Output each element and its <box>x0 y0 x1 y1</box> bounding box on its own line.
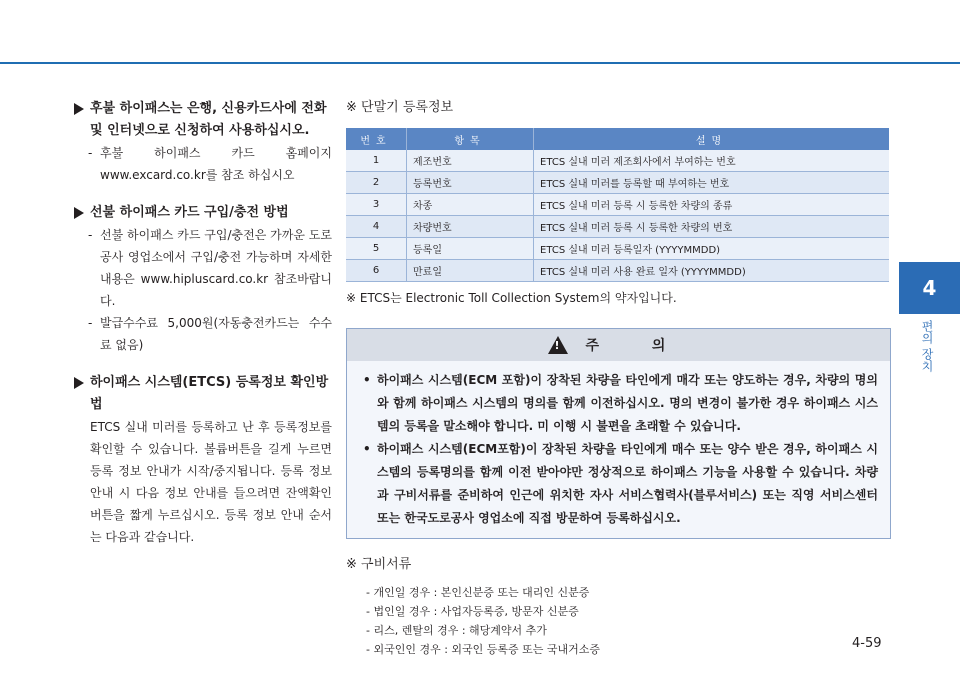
chapter-label: 편의 장치 <box>920 320 934 372</box>
cell-item: 등록일 <box>407 238 534 260</box>
cell-description: ETCS 실내 미러 사용 완료 일자 (YYYYMMDD) <box>534 260 890 282</box>
column-header-number: 번호 <box>346 128 407 150</box>
cell-item: 차량번호 <box>407 216 534 238</box>
triangle-bullet-icon <box>74 207 84 219</box>
list-item-text: 발급수수료 5,000원(자동충전카드는 수수료 없음) <box>100 316 332 352</box>
cell-item: 제조번호 <box>407 150 534 172</box>
terminal-info-heading: ※ 단말기 등록정보 <box>346 100 454 115</box>
dash-marker: - <box>88 316 93 330</box>
caution-item-text: 하이패스 시스템(ECM포함)이 장착된 차량을 타인에게 매수 또는 양수 받은 경우, 하이패스 시스템의 등록명의를 함께 이전 받아야만 정상적으로 하이패스 기능을 사용할 수 있습니다. 차량과 구비서류를 준비하여 인근에 위치한 자사 서비스협력사(블루서비스) 또는 직영 서비스센터 또는 한국도로공사 영업소에 직접 방문하여 등록하십시오. <box>377 442 878 525</box>
cell-description: ETCS 실내 미러를 등록할 때 부여하는 번호 <box>534 172 890 194</box>
cell-number: 2 <box>346 172 407 194</box>
list-item <box>88 224 332 312</box>
column-header-item: 항목 <box>407 128 534 150</box>
dash-marker: - <box>88 146 93 160</box>
cell-number: 1 <box>346 150 407 172</box>
list-item: - 개인일 경우 : 본인신분증 또는 대리인 신분증 <box>366 586 590 599</box>
list-item: - 법인일 경우 : 사업자등록증, 방문자 신분증 <box>366 605 579 618</box>
cell-description: ETCS 실내 미러 등록 시 등록한 차량의 종류 <box>534 194 890 216</box>
caution-title: 주 의 <box>585 338 690 354</box>
table-row <box>346 216 889 238</box>
table-row <box>346 194 889 216</box>
column-header-description: 설명 <box>534 128 890 150</box>
table-row <box>346 172 889 194</box>
cell-description: ETCS 실내 미러 등록일자 (YYYYMMDD) <box>534 238 890 260</box>
cell-number: 3 <box>346 194 407 216</box>
cell-description: ETCS 실내 미러 등록 시 등록한 차량의 번호 <box>534 216 890 238</box>
list-item <box>88 312 332 356</box>
cell-item: 등록번호 <box>407 172 534 194</box>
table-row <box>346 150 889 172</box>
caution-item <box>363 438 878 530</box>
documents-heading: ※ 구비서류 <box>346 557 412 572</box>
heading-text: 후불 하이패스는 은행, 신용카드사에 전화 및 인터넷으로 신청하여 사용하십시오. <box>90 101 327 138</box>
right-column <box>346 98 889 659</box>
list-item <box>88 142 332 186</box>
cell-item: 만료일 <box>407 260 534 282</box>
table-row <box>346 238 889 260</box>
table-row <box>346 260 889 282</box>
top-rule <box>0 62 960 64</box>
caution-item <box>363 369 878 438</box>
left-column <box>74 98 332 548</box>
etcs-paragraph: ETCS 실내 미러를 등록하고 난 후 등록정보를 확인할 수 있습니다. 볼륨버튼을 길게 누르면 등록 정보 안내가 시작/중지됩니다. 등록 정보 안내 시 다음 정보 안내를 들으려면 잔액확인버튼을 짧게 누르십시오. 등록 정보 안내 순서는 다음과 같습니다. <box>90 420 332 544</box>
terminal-info-table <box>346 128 889 282</box>
etcs-footnote: ※ ETCS는 Electronic Toll Collection System의 약자입니다. <box>346 291 677 305</box>
bullet-dot: • <box>363 373 371 387</box>
cell-description: ETCS 실내 미러 제조회사에서 부여하는 번호 <box>534 150 890 172</box>
list-item: - 리스, 렌탈의 경우 : 해당계약서 추가 <box>366 624 547 637</box>
section-heading-etcs <box>74 372 332 416</box>
list-item-text: 선불 하이패스 카드 구입/충전은 가까운 도로공사 영업소에서 구입/충전 가능하며 자세한 내용은 www.hipluscard.co.kr 참조바랍니다. <box>100 228 332 308</box>
triangle-bullet-icon <box>74 377 84 389</box>
documents-list <box>366 583 889 659</box>
list-item: - 외국인인 경우 : 외국인 등록증 또는 국내거소증 <box>366 643 601 656</box>
triangle-bullet-icon <box>74 103 84 115</box>
table-header-row <box>346 128 889 150</box>
bullet-dot: • <box>363 442 371 456</box>
dash-marker: - <box>88 228 93 242</box>
section-heading-postpaid <box>74 98 332 142</box>
caution-item-text: 하이패스 시스템(ECM 포함)이 장착된 차량을 타인에게 매각 또는 양도하는 경우, 차량의 명의와 함께 하이패스 시스템의 명의를 함께 이전하십시오. 명의 변경이 불가한 경우 하이패스 시스템의 등록을 말소해야 합니다. 미 이행 시 불편을 초래할 수 있습니다. <box>377 373 878 433</box>
cell-number: 5 <box>346 238 407 260</box>
cell-number: 6 <box>346 260 407 282</box>
caution-header <box>347 329 890 361</box>
cell-number: 4 <box>346 216 407 238</box>
cell-item: 차종 <box>407 194 534 216</box>
list-item-text: 후불 하이패스 카드 홈페이지 www.excard.co.kr를 참조 하십시오 <box>100 146 332 182</box>
section-heading-prepaid <box>74 202 332 224</box>
page-number: 4-59 <box>852 636 882 651</box>
chapter-tab: 4 <box>899 262 960 314</box>
warning-triangle-icon <box>548 336 568 354</box>
caution-box <box>346 328 891 539</box>
heading-text: 하이패스 시스템(ETCS) 등록정보 확인방법 <box>90 375 329 412</box>
heading-text: 선불 하이패스 카드 구입/충전 방법 <box>90 205 289 220</box>
caution-body <box>347 361 890 538</box>
